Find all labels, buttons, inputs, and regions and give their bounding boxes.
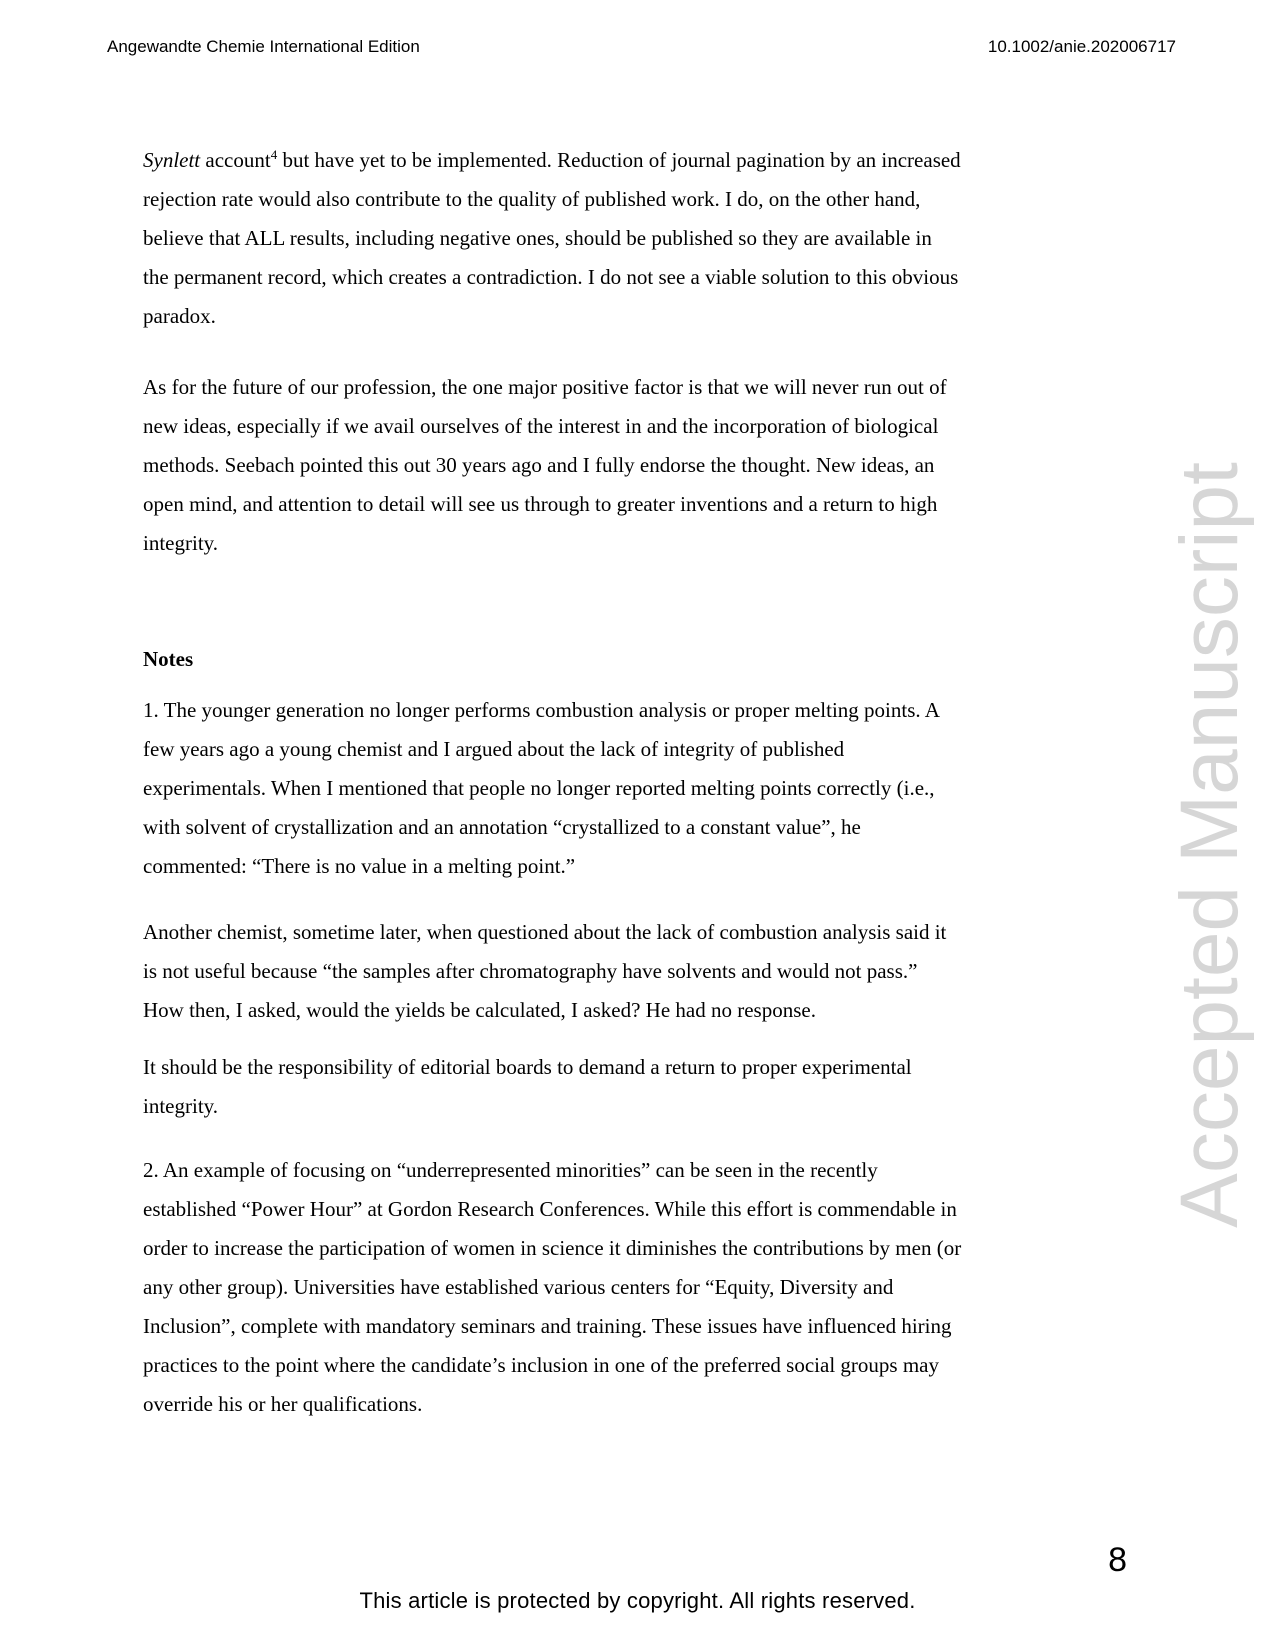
text-line: It should be the responsibility of editorial boards to demand a return to proper experimental	[143, 1055, 912, 1079]
text-line: with solvent of crystallization and an annotation “crystallized to a constant value”, he	[143, 815, 861, 839]
paragraph-responsibility	[143, 1048, 1173, 1126]
accepted-manuscript-watermark: Accepted Manuscript	[1164, 462, 1255, 1228]
text-line: any other group). Universities have established various centers for “Equity, Diversity and	[143, 1275, 894, 1299]
text-line: experimentals. When I mentioned that people no longer reported melting points correctly (i.e.,	[143, 776, 935, 800]
header-doi: 10.1002/anie.202006717	[987, 37, 1176, 56]
paragraph-future	[143, 368, 1173, 563]
text-line: established “Power Hour” at Gordon Research Conferences. While this effort is commendable in	[143, 1197, 957, 1221]
text-line: Synlett account$^4$ but have yet to be implemented. Reduction of journal pagination by an increased	[143, 147, 961, 172]
text-line: Another chemist, sometime later, when questioned about the lack of combustion analysis said it	[143, 920, 947, 944]
note-1	[143, 691, 1173, 886]
text-line: How then, I asked, would the yields be calculated, I asked? He had no response.	[143, 998, 816, 1022]
text-line: rejection rate would also contribute to the quality of published work. I do, on the other hand,	[143, 187, 921, 211]
text-line: 1. The younger generation no longer performs combustion analysis or proper melting points. A	[143, 698, 940, 722]
paragraph-another-chemist	[143, 913, 1173, 1030]
footnote-reference: 4	[270, 147, 278, 162]
text-line: methods. Seebach pointed this out 30 years ago and I fully endorse the thought. New ideas, an	[143, 453, 935, 477]
footer-copyright: This article is protected by copyright. All rights reserved.	[359, 1588, 916, 1613]
text-line: is not useful because “the samples after chromatography have solvents and would not pass.”	[143, 959, 918, 983]
text-line: open mind, and attention to detail will see us through to greater inventions and a return to high	[143, 492, 938, 516]
text-line: commented: “There is no value in a melting point.”	[143, 854, 576, 878]
text-line: Inclusion”, complete with mandatory seminars and training. These issues have influenced hiring	[143, 1314, 952, 1338]
text-line: override his or her qualifications.	[143, 1392, 423, 1416]
text-line: new ideas, especially if we avail ourselves of the interest in and the incorporation of biological	[143, 414, 939, 438]
text-line: few years ago a young chemist and I argued about the lack of integrity of published	[143, 737, 845, 761]
italic-journal-name: Synlett	[143, 148, 201, 172]
paragraph-synlett	[143, 141, 1173, 336]
text-line: integrity.	[143, 531, 219, 555]
text-line: integrity.	[143, 1094, 219, 1118]
text-line: order to increase the participation of women in science it diminishes the contributions by men (or	[143, 1236, 962, 1260]
text-line: As for the future of our profession, the one major positive factor is that we will never run out of	[143, 375, 947, 399]
notes-heading: Notes	[143, 647, 194, 671]
text-line: paradox.	[143, 304, 216, 328]
text-line: practices to the point where the candidate’s inclusion in one of the preferred social groups may	[143, 1353, 939, 1377]
note-2	[143, 1151, 1173, 1424]
text-line: believe that ALL results, including negative ones, should be published so they are available in	[143, 226, 932, 250]
page-number: 8	[1108, 1541, 1127, 1579]
text-line: 2. An example of focusing on “underrepresented minorities” can be seen in the recently	[143, 1158, 878, 1182]
text-line: the permanent record, which creates a contradiction. I do not see a viable solution to this obvious	[143, 265, 959, 289]
header-journal-title: Angewandte Chemie International Edition	[107, 37, 420, 56]
